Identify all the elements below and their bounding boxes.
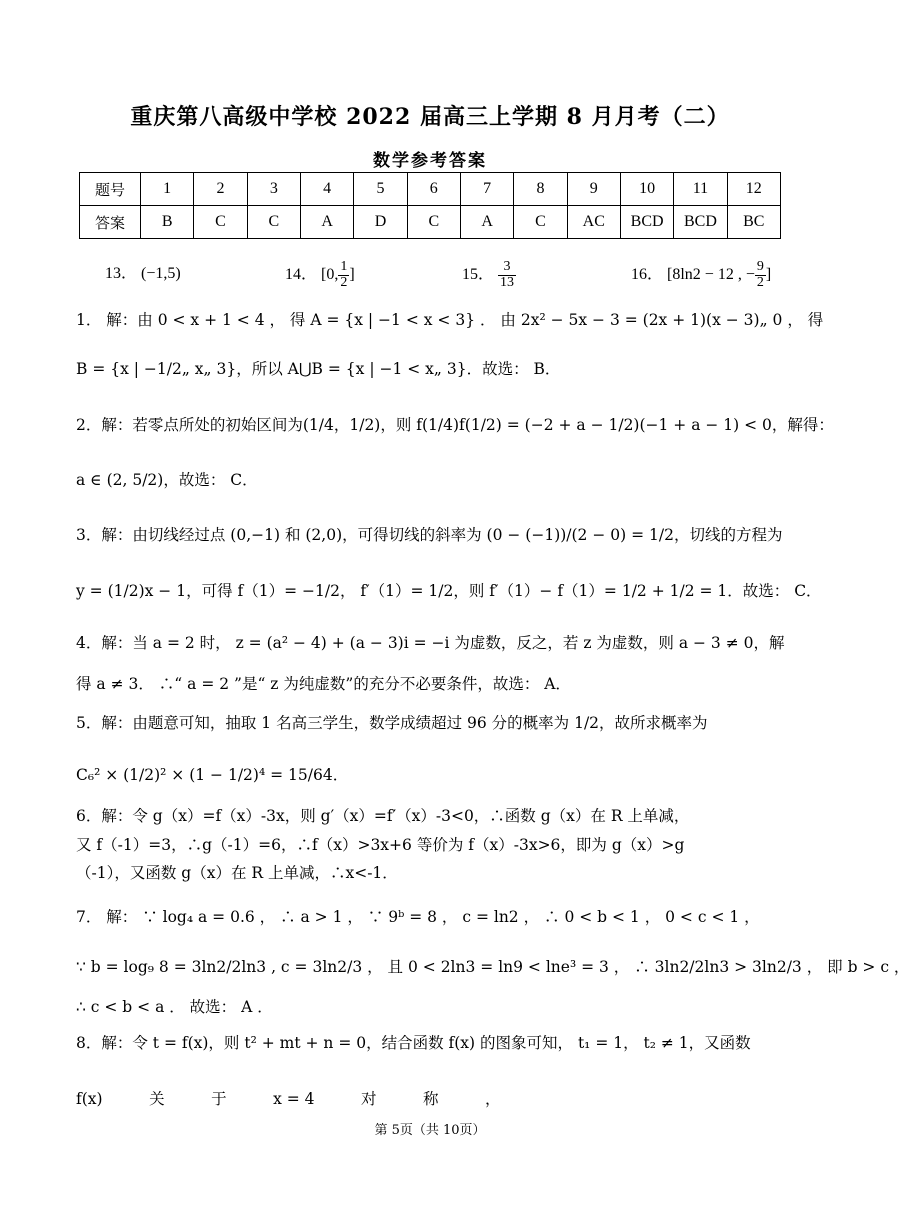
solution-3-line-1: 3．解：由切线经过点 (0,−1) 和 (2,0)，可得切线的斜率为 (0 − (−1))/(2 − 0) = 1/2，切线的方程为 xyxy=(76,526,783,544)
solution-3-line-2: y = (1/2)x − 1，可得 f（1）= −1/2， f′（1）= 1/2，则 f′（1）− f（1）= 1/2 + 1/2 = 1．故选： C． xyxy=(76,582,822,600)
fraction-denominator: 13 xyxy=(500,274,515,290)
answer-cell: BCD xyxy=(620,206,673,239)
fill-in-label: 16． xyxy=(631,265,664,283)
fraction-numerator: 3 xyxy=(498,260,516,276)
question-number: 7 xyxy=(460,173,513,206)
answer-row xyxy=(80,206,781,239)
solution-2-line-2: a ∈ (2, 5/2)，故选： C． xyxy=(76,471,258,489)
fill-in-answer-suffix: ] xyxy=(349,265,355,283)
answer-cell: C xyxy=(514,206,567,239)
solution-5-line-1: 5．解：由题意可知，抽取 1 名高三学生，数学成绩超过 96 分的概率为 1/2，故所求概率为 xyxy=(76,714,708,732)
fraction xyxy=(338,260,349,290)
fill-in-14 xyxy=(285,260,355,290)
answer-cell: A xyxy=(460,206,513,239)
solution-4-line-1: 4．解：当 a = 2 时， z = (a² − 4) + (a − 3)i = −i 为虚数，反之，若 z 为虚数，则 a − 3 ≠ 0，解 xyxy=(76,634,785,652)
question-number: 11 xyxy=(674,173,727,206)
fill-in-answer-suffix: ] xyxy=(765,265,772,283)
page-subtitle: 数学参考答案 xyxy=(373,151,487,171)
question-number: 9 xyxy=(567,173,620,206)
fill-in-answer-prefix: [8ln2 − 12 , − xyxy=(667,265,755,283)
question-row-label: 题号 xyxy=(80,173,141,206)
answer-table xyxy=(79,172,781,239)
fraction-denominator: 2 xyxy=(340,274,348,290)
solution-7-line-3: ∴ c < b < a ． 故选： A ． xyxy=(76,998,273,1016)
solution-8-line-2: f(x) 关 于 x = 4 对 称 ， xyxy=(76,1090,501,1108)
fill-in-label: 14． xyxy=(285,265,318,283)
answer-cell: BC xyxy=(727,206,780,239)
page-footer: 第 5页（共 10页） xyxy=(374,1123,486,1138)
answer-cell: D xyxy=(354,206,407,239)
solution-2-line-1: 2．解：若零点所处的初始区间为(1/4，1/2)，则 f(1/4)f(1/2) = (−2 + a − 1/2)(−1 + a − 1) < 0，解得： xyxy=(76,416,834,434)
solution-1-line-1: 1． 解：由 0 < x + 1 < 4 ， 得 A = {x | −1 < x < 3} ． 由 2x² − 5x − 3 = (2x + 1)(x − 3)„ 0 ， 得 xyxy=(76,311,824,329)
question-number: 8 xyxy=(514,173,567,206)
fill-in-answer-prefix: [0, xyxy=(321,265,339,283)
fill-in-15 xyxy=(462,260,516,290)
question-number: 10 xyxy=(620,173,673,206)
fraction-numerator: 1 xyxy=(340,259,348,274)
question-number: 4 xyxy=(300,173,353,206)
fraction-denominator: 2 xyxy=(756,274,764,290)
question-number: 3 xyxy=(247,173,300,206)
answer-cell: C xyxy=(194,206,247,239)
page-title: 重庆第八高级中学校 2022 届高三上学期 8 月月考（二） xyxy=(130,104,730,130)
solution-7-line-1: 7． 解： ∵ log₄ a = 0.6 ， ∴ a > 1 ， ∵ 9ᵇ = 8 ， c = ln2 ， ∴ 0 < b < 1 ， 0 < c < 1 ， xyxy=(76,908,760,926)
question-number: 12 xyxy=(727,173,780,206)
fill-in-label: 13． xyxy=(105,265,138,282)
question-number: 5 xyxy=(354,173,407,206)
question-number-row xyxy=(80,173,781,206)
solution-6-line-3: （‐1），又函数 g（x）在 R 上单减，∴x<‐1． xyxy=(76,864,398,882)
solution-7-line-2: ∵ b = log₉ 8 = 3ln2/2ln3 , c = 3ln2/3 ， 且 0 < 2ln3 = ln9 < lne³ = 3 ， ∴ 3ln2/2ln3 > 3ln2/3 ， 即 b > c ， xyxy=(76,958,909,976)
fraction-numerator: 9 xyxy=(756,259,764,274)
fill-in-13 xyxy=(105,260,181,283)
fill-in-label: 15． xyxy=(462,265,495,283)
fill-in-answers xyxy=(105,256,785,292)
solution-4-line-2: 得 a ≠ 3． ∴“ a = 2 ”是“ z 为纯虚数”的充分不必要条件，故选： A． xyxy=(76,675,571,693)
answer-cell: C xyxy=(247,206,300,239)
fraction xyxy=(498,260,516,290)
solution-1-line-2: B = {x | −1/2„ x„ 3}，所以 A⋃B = {x | −1 < x„ 3}．故选： B． xyxy=(76,360,561,378)
answer-cell: B xyxy=(141,206,194,239)
fill-in-answer: (−1,5) xyxy=(141,265,181,282)
question-number: 1 xyxy=(141,173,194,206)
answer-cell: AC xyxy=(567,206,620,239)
answer-cell: BCD xyxy=(674,206,727,239)
solution-5-line-2: C₆² × (1/2)² × (1 − 1/2)⁴ = 15/64． xyxy=(76,766,349,784)
question-number: 2 xyxy=(194,173,247,206)
solution-6-line-2: 又 f（‐1）=3，∴g（‐1）=6，∴f（x）>3x+6 等价为 f（x）‐3x>6，即为 g（x）>g xyxy=(76,836,685,854)
answer-cell: A xyxy=(300,206,353,239)
question-number: 6 xyxy=(407,173,460,206)
fill-in-16 xyxy=(631,260,771,290)
answer-cell: C xyxy=(407,206,460,239)
answer-row-label: 答案 xyxy=(80,206,141,239)
solution-8-line-1: 8．解：令 t = f(x)，则 t² + mt + n = 0，结合函数 f(x) 的图象可知， t₁ = 1， t₂ ≠ 1，又函数 xyxy=(76,1034,751,1052)
solution-6-line-1: 6．解：令 g（x）=f（x）‐3x，则 g′（x）=f′（x）‐3<0，∴函数 g（x）在 R 上单减， xyxy=(76,807,690,825)
fraction xyxy=(755,260,766,290)
